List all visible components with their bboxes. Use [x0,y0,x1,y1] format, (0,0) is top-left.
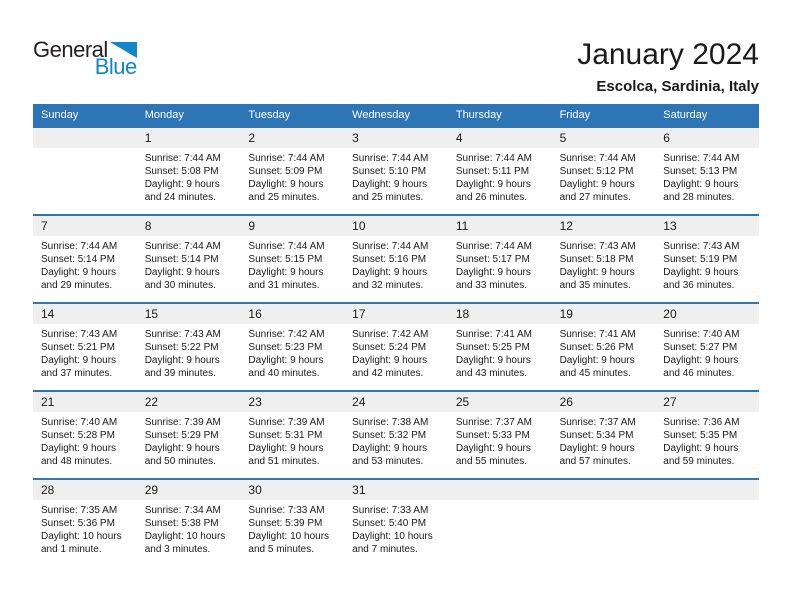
daylight-text: Daylight: 10 hours and 1 minute. [41,531,122,555]
day-details [552,412,656,468]
sunset-text: Sunset: 5:28 PM [41,430,115,441]
day-number: 9 [240,216,344,236]
sunrise-text: Sunrise: 7:44 AM [144,241,221,252]
day-number: 24 [344,392,448,412]
day-cell [137,216,241,302]
day-cell [240,392,344,478]
sunset-text: Sunset: 5:35 PM [663,430,738,441]
day-cell [33,392,137,478]
day-cell [33,216,137,302]
sunrise-text: Sunrise: 7:33 AM [352,505,429,516]
sunrise-text: Sunrise: 7:44 AM [352,241,429,252]
sunrise-text: Sunrise: 7:40 AM [41,417,118,428]
sunrise-text: Sunrise: 7:41 AM [559,329,636,340]
day-details [33,412,137,468]
day-cell [448,304,552,390]
day-number: 17 [344,304,448,324]
day-number: 19 [552,304,656,324]
daylight-text: Daylight: 9 hours and 25 minutes. [352,179,428,203]
day-details [448,236,552,292]
day-number [655,480,759,500]
daylight-text: Daylight: 9 hours and 28 minutes. [663,179,739,203]
sunset-text: Sunset: 5:40 PM [352,518,427,529]
title-block [577,38,759,95]
sunset-text: Sunset: 5:24 PM [352,342,427,353]
sunset-text: Sunset: 5:23 PM [248,342,323,353]
day-number: 20 [655,304,759,324]
day-details [240,500,344,556]
day-details [240,236,344,292]
day-number: 15 [137,304,241,324]
day-cell [655,216,759,302]
logo-text-blue: Blue [94,54,137,79]
sunset-text: Sunset: 5:33 PM [455,430,530,441]
day-cell [344,304,448,390]
sunrise-text: Sunrise: 7:35 AM [41,505,118,516]
day-cell [448,128,552,214]
weekday-header: Saturday [663,109,708,121]
sunset-text: Sunset: 5:16 PM [352,254,427,265]
sunrise-text: Sunrise: 7:43 AM [559,241,636,252]
day-details [552,324,656,380]
day-number: 13 [655,216,759,236]
daylight-text: Daylight: 9 hours and 25 minutes. [248,179,324,203]
day-cell [655,128,759,214]
daylight-text: Daylight: 9 hours and 37 minutes. [41,355,117,379]
sunset-text: Sunset: 5:38 PM [144,518,219,529]
sunset-text: Sunset: 5:27 PM [663,342,738,353]
day-details [240,324,344,380]
day-cell [552,480,656,573]
sunrise-text: Sunrise: 7:41 AM [455,329,532,340]
day-number: 4 [448,128,552,148]
day-details [655,412,759,468]
day-details [137,324,241,380]
day-cell [655,480,759,573]
day-cell [448,480,552,573]
day-details [33,500,137,556]
page-header [33,0,759,104]
weekday-header: Thursday [455,109,502,121]
day-number: 7 [33,216,137,236]
page-title: January 2024 [577,38,759,71]
day-cell [240,304,344,390]
day-cell [344,216,448,302]
sunset-text: Sunset: 5:12 PM [559,166,634,177]
day-details [344,412,448,468]
day-details [655,148,759,204]
day-cell [33,480,137,573]
weekday-header: Monday [144,109,184,121]
sunset-text: Sunset: 5:34 PM [559,430,634,441]
week-row [33,390,759,478]
sunset-text: Sunset: 5:13 PM [663,166,738,177]
day-number: 1 [137,128,241,148]
day-cell [137,128,241,214]
sunrise-text: Sunrise: 7:38 AM [352,417,429,428]
sunset-text: Sunset: 5:39 PM [248,518,323,529]
daylight-text: Daylight: 9 hours and 39 minutes. [144,355,220,379]
sunrise-text: Sunrise: 7:44 AM [559,153,636,164]
day-cell [552,304,656,390]
day-number: 6 [655,128,759,148]
day-details [448,412,552,468]
day-cell [344,128,448,214]
day-details [552,236,656,292]
sunrise-text: Sunrise: 7:44 AM [663,153,740,164]
day-number: 10 [344,216,448,236]
sunrise-text: Sunrise: 7:39 AM [144,417,221,428]
daylight-text: Daylight: 9 hours and 32 minutes. [352,267,428,291]
day-cell [552,216,656,302]
daylight-text: Daylight: 9 hours and 45 minutes. [559,355,635,379]
sunset-text: Sunset: 5:10 PM [352,166,427,177]
week-row [33,302,759,390]
sunset-text: Sunset: 5:18 PM [559,254,634,265]
sunrise-text: Sunrise: 7:44 AM [455,153,532,164]
week-row [33,126,759,214]
sunrise-text: Sunrise: 7:44 AM [352,153,429,164]
day-number: 30 [240,480,344,500]
day-cell [552,128,656,214]
sunrise-text: Sunrise: 7:34 AM [144,505,221,516]
location-subtitle: Escolca, Sardinia, Italy [596,78,759,95]
sunset-text: Sunset: 5:14 PM [41,254,115,265]
sunset-text: Sunset: 5:32 PM [352,430,427,441]
day-details [552,148,656,204]
day-number: 14 [33,304,137,324]
daylight-text: Daylight: 10 hours and 7 minutes. [352,531,433,555]
sunrise-text: Sunrise: 7:42 AM [248,329,325,340]
sunrise-text: Sunrise: 7:42 AM [352,329,429,340]
sunrise-text: Sunrise: 7:39 AM [248,417,325,428]
daylight-text: Daylight: 10 hours and 5 minutes. [248,531,330,555]
day-details [137,236,241,292]
sunset-text: Sunset: 5:22 PM [144,342,219,353]
day-cell [240,128,344,214]
sunrise-text: Sunrise: 7:43 AM [144,329,221,340]
day-number: 29 [137,480,241,500]
day-details [137,500,241,556]
daylight-text: Daylight: 9 hours and 55 minutes. [455,443,531,467]
day-number: 8 [137,216,241,236]
daylight-text: Daylight: 9 hours and 51 minutes. [248,443,324,467]
day-cell [655,304,759,390]
day-cell [552,392,656,478]
daylight-text: Daylight: 9 hours and 31 minutes. [248,267,324,291]
day-cell [137,392,241,478]
day-details [344,148,448,204]
day-cell [33,304,137,390]
day-number: 25 [448,392,552,412]
daylight-text: Daylight: 9 hours and 53 minutes. [352,443,428,467]
weekday-header: Tuesday [248,109,291,121]
sunset-text: Sunset: 5:17 PM [455,254,530,265]
day-cell [137,304,241,390]
general-blue-logo [33,37,137,79]
day-details [344,236,448,292]
sunset-text: Sunset: 5:25 PM [455,342,530,353]
day-number: 2 [240,128,344,148]
daylight-text: Daylight: 9 hours and 59 minutes. [663,443,739,467]
day-details [137,412,241,468]
sunset-text: Sunset: 5:11 PM [455,166,530,177]
day-number: 22 [137,392,241,412]
day-number [552,480,656,500]
daylight-text: Daylight: 9 hours and 33 minutes. [455,267,531,291]
day-number: 18 [448,304,552,324]
daylight-text: Daylight: 9 hours and 36 minutes. [663,267,739,291]
day-details [137,148,241,204]
day-number: 28 [33,480,137,500]
day-number: 26 [552,392,656,412]
week-row [33,214,759,302]
day-number: 27 [655,392,759,412]
day-cell [448,216,552,302]
sunrise-text: Sunrise: 7:44 AM [248,153,325,164]
day-details [240,148,344,204]
day-cell [655,392,759,478]
day-details [33,324,137,380]
sunset-text: Sunset: 5:26 PM [559,342,634,353]
day-cell [137,480,241,573]
calendar [33,104,759,573]
sunrise-text: Sunrise: 7:44 AM [41,241,118,252]
sunset-text: Sunset: 5:09 PM [248,166,323,177]
day-number: 5 [552,128,656,148]
daylight-text: Daylight: 9 hours and 48 minutes. [41,443,117,467]
sunset-text: Sunset: 5:29 PM [144,430,219,441]
day-number: 11 [448,216,552,236]
day-details [655,324,759,380]
day-number: 12 [552,216,656,236]
sunset-text: Sunset: 5:15 PM [248,254,323,265]
weekday-header: Sunday [41,109,79,121]
day-number: 3 [344,128,448,148]
weekday-header-row [33,104,759,126]
day-details [344,324,448,380]
day-details [448,324,552,380]
day-details [448,148,552,204]
day-cell [344,480,448,573]
day-cell [33,128,137,214]
sunrise-text: Sunrise: 7:44 AM [248,241,325,252]
daylight-text: Daylight: 9 hours and 35 minutes. [559,267,635,291]
weekday-header: Wednesday [352,109,411,121]
daylight-text: Daylight: 9 hours and 40 minutes. [248,355,324,379]
daylight-text: Daylight: 9 hours and 29 minutes. [41,267,117,291]
daylight-text: Daylight: 9 hours and 26 minutes. [455,179,531,203]
calendar-body [33,126,759,573]
sunset-text: Sunset: 5:21 PM [41,342,115,353]
sunrise-text: Sunrise: 7:37 AM [559,417,636,428]
sunset-text: Sunset: 5:31 PM [248,430,323,441]
daylight-text: Daylight: 9 hours and 50 minutes. [144,443,220,467]
sunrise-text: Sunrise: 7:43 AM [663,241,740,252]
day-number: 21 [33,392,137,412]
sunset-text: Sunset: 5:08 PM [144,166,219,177]
sunset-text: Sunset: 5:36 PM [41,518,115,529]
daylight-text: Daylight: 9 hours and 46 minutes. [663,355,739,379]
daylight-text: Daylight: 9 hours and 57 minutes. [559,443,635,467]
daylight-text: Daylight: 10 hours and 3 minutes. [144,531,226,555]
daylight-text: Daylight: 9 hours and 30 minutes. [144,267,220,291]
daylight-text: Daylight: 9 hours and 24 minutes. [144,179,220,203]
daylight-text: Daylight: 9 hours and 43 minutes. [455,355,531,379]
daylight-text: Daylight: 9 hours and 42 minutes. [352,355,428,379]
weekday-header: Friday [559,109,591,121]
day-details [344,500,448,556]
sunrise-text: Sunrise: 7:33 AM [248,505,325,516]
day-cell [240,480,344,573]
sunrise-text: Sunrise: 7:44 AM [144,153,221,164]
day-cell [344,392,448,478]
day-number: 23 [240,392,344,412]
sunset-text: Sunset: 5:19 PM [663,254,738,265]
sunset-text: Sunset: 5:14 PM [144,254,219,265]
day-number: 31 [344,480,448,500]
day-cell [448,392,552,478]
day-number [33,128,137,148]
day-number [448,480,552,500]
day-details [240,412,344,468]
day-details [33,236,137,292]
sunrise-text: Sunrise: 7:40 AM [663,329,740,340]
sunrise-text: Sunrise: 7:37 AM [455,417,532,428]
sunrise-text: Sunrise: 7:43 AM [41,329,118,340]
day-details [655,236,759,292]
daylight-text: Daylight: 9 hours and 27 minutes. [559,179,635,203]
sunrise-text: Sunrise: 7:44 AM [455,241,532,252]
day-number: 16 [240,304,344,324]
sunrise-text: Sunrise: 7:36 AM [663,417,740,428]
week-row [33,478,759,573]
logo-text-general: General [33,37,108,62]
day-cell [240,216,344,302]
